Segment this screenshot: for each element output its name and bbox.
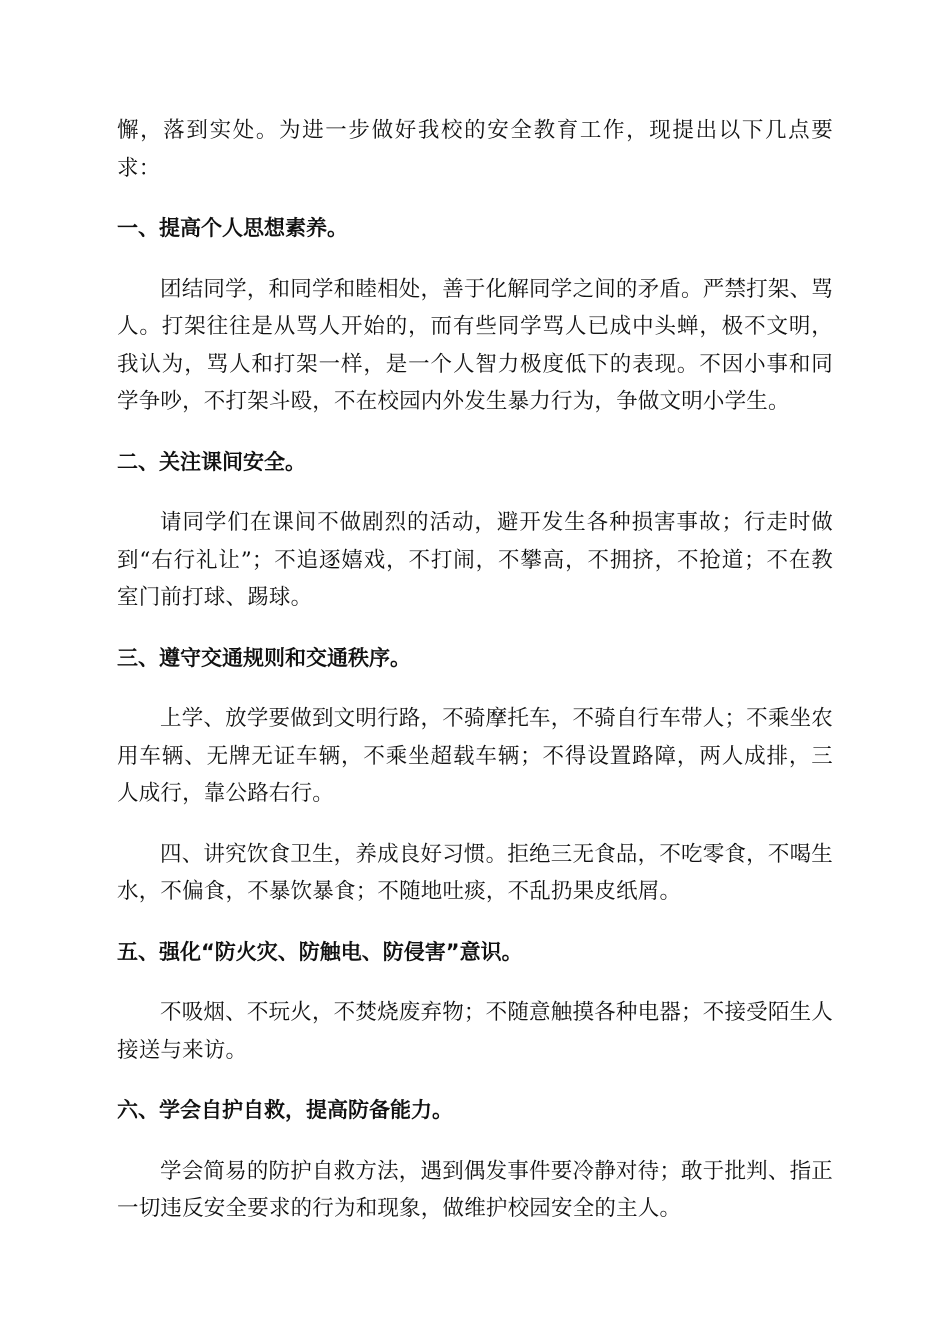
section-5-heading: 五、强化“防火灾、防触电、防侵害”意识。 <box>117 939 523 964</box>
document-page <box>117 112 833 1228</box>
section-6-heading: 六、学会自护自救，提高防备能力。 <box>117 1098 453 1122</box>
section-2-body: 请同学们在课间不做剧烈的活动，避开发生各种损害事故；行走时做到“右行礼让”；不追逐嬉戏，不打闹，不攀高，不拥挤，不抢道；不在教室门前打球、踢球。 <box>117 510 833 610</box>
section-1-heading: 一、提高个人思想素养。 <box>117 216 348 240</box>
intro-paragraph: 懈，落到实处。为进一步做好我校的安全教育工作，现提出以下几点要求： <box>117 118 833 181</box>
section-6-body: 学会简易的防护自救方法，遇到偶发事件要冷静对待；敢于批判、指正一切违反安全要求的行为和现象，做维护校园安全的主人。 <box>117 1158 833 1221</box>
section-1-body: 团结同学，和同学和睦相处，善于化解同学之间的矛盾。严禁打架、骂人。打架往往是从骂人开始的，而有些同学骂人已成中头蝉，极不文明，我认为，骂人和打架一样，是一个人智力极度低下的表现。不因小事和同学争吵，不打架斗殴，不在校园内外发生暴力行为，争做文明小学生。 <box>117 276 833 414</box>
section-5-body: 不吸烟、不玩火，不焚烧废弃物；不随意触摸各种电器；不接受陌生人接送与来访。 <box>117 1000 833 1063</box>
section-3-body: 上学、放学要做到文明行路，不骑摩托车，不骑自行车带人；不乘坐农用车辆、无牌无证车辆，不乘坐超载车辆；不得设置路障，两人成排，三人成行，靠公路右行。 <box>117 706 833 806</box>
section-3-heading: 三、遵守交通规则和交通秩序。 <box>117 645 411 670</box>
section-4-body: 四、讲究饮食卫生，养成良好习惯。拒绝三无食品，不吃零食，不喝生水，不偏食，不暴饮暴食；不随地吐痰，不乱扔果皮纸屑。 <box>117 841 833 904</box>
section-2-heading: 二、关注课间安全。 <box>117 449 306 474</box>
